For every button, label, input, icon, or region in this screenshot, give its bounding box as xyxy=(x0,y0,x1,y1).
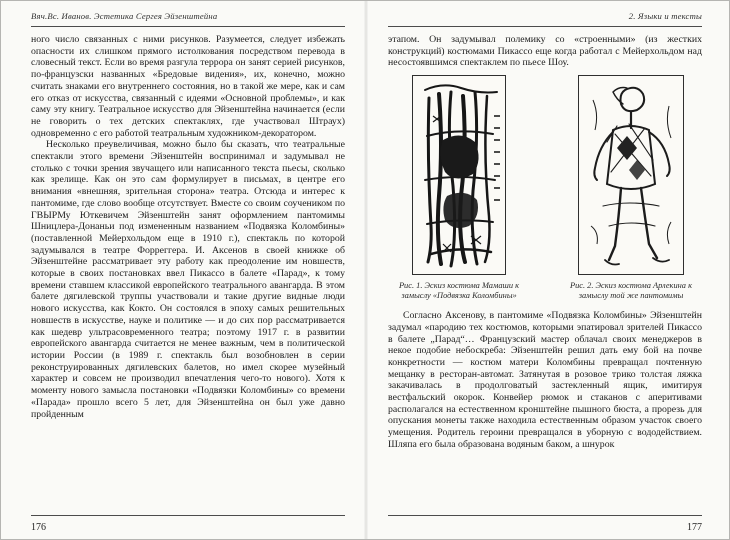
paragraph: Согласно Аксенову, в пантомиме «Подвязка Коломбины» Эйзенштейн задумал «пародию тех костюмов, которыми эпатировал зрителей Пикассо в балете „Парад“… Французский мастер облачал своих менеджеров в некое подобие небоскреба: Эйзенштейн решил дать ему бой на почве конкретности — костюм матери Коломбины превращал почтенную мещанку в ресторан-автомат. Затянутая в розовое трико толстая ляжка закачивалась в продолговатый застекленный ящик, имитируя вестфальский окорок. Конвейер рюмок и стаканов с аперитивами располагался на естественном кронштейне пышного бюста, а прорезь для опускания монеты также находила естественным образом участок своего умещения. Родитель героини превращался в уборную с вододействием. Шляпа его была образована водяным баком, а шнурок xyxy=(388,310,702,450)
figure-1-image xyxy=(412,75,506,275)
right-page xyxy=(367,1,730,539)
left-page-text xyxy=(31,34,345,420)
footer-rule-right xyxy=(388,515,702,516)
figures-row xyxy=(388,75,702,301)
running-header-left: Вяч.Вс. Иванов. Эстетика Сергея Эйзенштейна xyxy=(31,11,218,21)
paragraph: Несколько преувеличивая, можно было бы сказать, что театральные спектакли этого времени Эйзенштейн воспринимал и задумывал не столько с точки зрения звучащего или написанного текста пьесы, сколько как зрелище. Как он это сам формулирует в письмах, в центре его внимания «внешняя, зрительная сторона» театра. Отсюда и интерес к пантомиме, где слово вообще отсутствует. Вместе со своим соучеником по ГВЫРМу Юткевичем Эйзенштейн занят оформлением пантомимы Шницлера-Донаньи под измененным названием «Подвязка Коломбины» (поставленной Мейерхольдом еще в 1910 г.), спектакль по которой задумывался в театре Форреггера. И. Аксенов в своей книжке об Эйзенштейне рассматривает эту работу как преодоление им новшеств, которые в своих постановках ввел Пикассо в балете «Парад», к тому времени ставшем классикой европейского театрального авангарда. В этом балете дягилевской труппы участвовали и такие другие видные люди нового искусства, как Кокто. Он состоялся в эпоху самых решительных новшеств в искусстве, науке и политике — и до сих пор рассматривается как шедевр ультрасовременного театра; поэтому 1917 г. в развитии европейского авангарда считается не менее важным, чем в политической истории России (в 1989 г. спектакль был возобновлен в серии реконструированных дягилевских балетов, но имел скорее музейный характер и совсем не производил впечатления чего-то нового). Хотя к моменту нового замысла постановки «Подвязки Коломбины» со времени «Парада» прошло всего 5 лет, для Эйзенштейна он был уже давно пройденным xyxy=(31,139,345,420)
figure-1-caption: Рис. 1. Эскиз костюма Мамаши к замыслу «Подвязка Коломбины» xyxy=(398,281,520,301)
left-page xyxy=(1,1,365,539)
page-number-left: 176 xyxy=(31,522,46,533)
header-rule-right xyxy=(388,26,702,27)
figure-2-sketch xyxy=(579,76,683,274)
figure-2-caption: Рис. 2. Эскиз костюма Арлекина к замыслу той же пантомимы xyxy=(569,281,693,301)
footer-rule-left xyxy=(31,515,345,516)
paragraph: ного число связанных с ними рисунков. Разумеется, следует избежать опасности их слишком прямого истолкования посредством перевода в словесный текст. Если во время разгула террора он занят серией рисунков, по-французски названных «Бредовые видения», их, конечно, можно считать знаками его внутреннего состояния, но в такой же мере, как и сам его отказ от искусства, связанный с идеями «Основной проблемы», и как саму эту книгу. Театральное искусство для Эйзенштейна начинается (если не говорить о тех детских спектаклях, где участвовал Штраух) одновременно с его работой театральным художником-декоратором. xyxy=(31,34,345,139)
paragraph: этапом. Он задумывал полемику со «строенными» (из жестких конструкций) костюмами Пикассо еще когда работал с Мейерхольдом над несостоявшимся спектаклем по пьесе Шоу. xyxy=(388,34,702,69)
page-number-right: 177 xyxy=(687,522,702,533)
header-rule-left xyxy=(31,26,345,27)
figure-1-sketch xyxy=(413,76,505,274)
running-header-right: 2. Языки и тексты xyxy=(628,11,702,21)
figure-2 xyxy=(560,75,702,301)
figure-2-image xyxy=(578,75,684,275)
figure-1 xyxy=(388,75,530,301)
right-page-text xyxy=(388,34,702,451)
